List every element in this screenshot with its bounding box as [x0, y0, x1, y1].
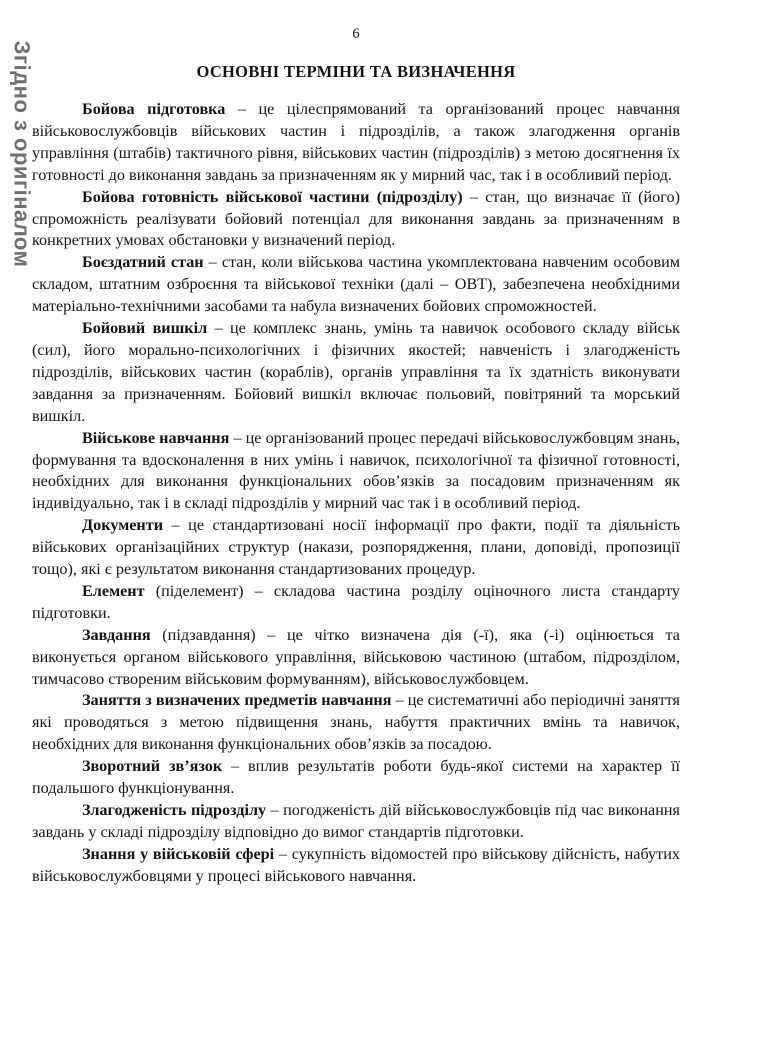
term-name: Документи: [82, 516, 164, 535]
term-name: Бойова підготовка: [82, 100, 226, 118]
term-name: Знання у військовій сфері: [82, 844, 275, 863]
term-paragraph: [32, 318, 680, 428]
terms-list: [32, 99, 680, 888]
term-paragraph: [32, 581, 680, 625]
stamp-text: Згідно з оригіналом: [9, 40, 34, 268]
term-definition: – це систематичні або періодичні заняття які проводяться з метою підвищення знань, набуття практичних вмінь та навичок, необхідних для виконання функціональних обов’язків за посадою.: [32, 691, 680, 754]
term-definition: – сукупність відомостей про військову дійсність, набутих військовослужбовцями у процесі військового навчання.: [32, 844, 680, 885]
term-name: Завдання: [82, 625, 151, 644]
term-paragraph: [32, 844, 680, 888]
term-paragraph: [32, 800, 680, 844]
term-paragraph: [32, 625, 680, 691]
term-name: Бойова готовність військової частини (підрозділу): [82, 187, 463, 206]
term-name: Злагодженість підрозділу: [82, 801, 267, 819]
term-definition: – погодженість дій військовослужбовців під час виконання завдань у складі підрозділу відповідно до вимог стандартів підготовки.: [32, 801, 680, 841]
term-definition: – це комплекс знань, умінь та навичок особового складу військ (сил), його морально-психологічних і фізичних якостей; навченість і злагодженість підрозділів, військових частин (кораблів), органів управління та їх здатність виконувати завдання за призначенням. Бойовий вишкіл включає польовий, повітряний та морський вишкіл.: [32, 319, 681, 425]
term-definition: – це стандартизовані носії інформації про факти, події та діяльність військових організаційних структур (накази, розпорядження, плани, доповіді, пропозиції тощо), які є результатом виконання стандартизованих процедур.: [32, 516, 680, 579]
term-definition: – стан, коли військова частина укомплектована навченим особовим складом, штатним озброєння та військової техніки (далі – ОВТ), забезпечена необхідними матеріально-технічними засобами та набула визначених бойових спроможностей.: [32, 253, 681, 316]
term-definition: – це цілеспрямований та організований процес навчання військовослужбовців військових частин і підрозділів, а також злагодження органів управління (штабів) тактичного рівня, військових частин (підрозділів) з метою досягнення їх готовності до виконання завдань за призначенням як у мирний час, так і в особливий період.: [32, 100, 680, 184]
term-definition: – вплив результатів роботи будь-якої системи на характер її подальшого функціонування.: [32, 757, 681, 798]
term-paragraph: [32, 690, 680, 756]
term-paragraph: [32, 428, 680, 516]
term-paragraph: [32, 252, 680, 318]
term-paragraph: [32, 515, 680, 581]
term-paragraph: [32, 187, 680, 253]
term-paragraph: [32, 99, 680, 187]
page-title: ОСНОВНІ ТЕРМІНИ ТА ВИЗНАЧЕННЯ: [196, 62, 516, 81]
term-name: Заняття з визначених предметів навчання: [82, 691, 392, 710]
term-name: Бойовий вишкіл: [82, 319, 208, 338]
term-name: Елемент: [82, 581, 145, 600]
term-name: Зворотний зв’язок: [82, 757, 223, 776]
term-definition: – стан, що визначає її (його) спроможність реалізувати бойовий потенціал для виконання завдань за призначенням в конкретних умовах обстановки у визначений період.: [32, 187, 680, 250]
term-name: Військове навчання: [82, 428, 230, 447]
term-definition: (підзавдання) – це чітко визначена дія (-ї), яка (-і) оцінюється та виконується органом військового управління, військовою частиною (штабом, підрозділом, тимчасово створеним військовим формуванням), військовослужбовцем.: [32, 625, 680, 688]
term-definition: – це організований процес передачі військовослужбовцям знань, формування та вдосконалення в них умінь і навичок, психологічної та фізичної готовності, необхідних для виконання функціональних обов’язків за посадовим призначенням як індивідуально, так і в складі підрозділів у мирний час так і в особливий період.: [32, 428, 681, 513]
term-definition: (піделемент) – складова частина розділу оціночного листа стандарту підготовки.: [32, 581, 680, 622]
page-number: 6: [352, 26, 360, 42]
term-paragraph: [32, 756, 680, 800]
term-name: Боєздатний стан: [82, 253, 204, 272]
